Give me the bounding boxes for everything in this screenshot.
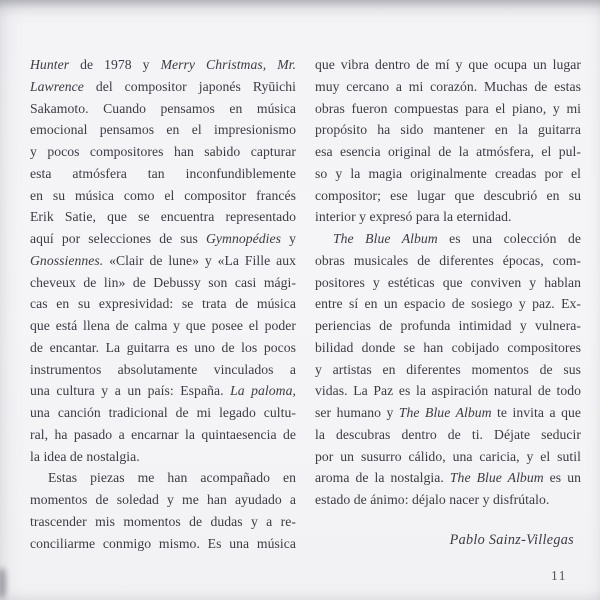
text-line bbox=[315, 402, 581, 424]
italic-text: The Blue Album bbox=[398, 405, 492, 420]
text-line bbox=[30, 402, 296, 424]
column-left bbox=[30, 54, 296, 554]
text-line bbox=[30, 337, 296, 359]
body-text: obras fueron compuestas para el piano, y mi bbox=[315, 100, 581, 116]
text-line bbox=[315, 424, 581, 446]
text-line bbox=[30, 511, 296, 533]
scan-shadow-top bbox=[0, 0, 600, 9]
italic-text: Merry Christmas, Mr. bbox=[160, 57, 296, 72]
body-text: en su música como el compositor francés bbox=[30, 187, 296, 203]
text-line bbox=[30, 76, 296, 98]
text-line bbox=[30, 380, 296, 402]
body-text: es una colección de bbox=[437, 231, 581, 246]
body-text: entre sí en un espacio de sosiego y paz. Ex- bbox=[315, 296, 581, 312]
body-text: muy cercano a mi corazón. Muchas de estas bbox=[315, 78, 581, 94]
body-text: aroma de la nostalgia. bbox=[315, 470, 450, 486]
body-text: es un bbox=[543, 470, 581, 486]
body-text: , bbox=[292, 383, 296, 399]
text-line bbox=[30, 98, 296, 120]
text-line bbox=[315, 446, 581, 468]
page-number: 11 bbox=[551, 568, 567, 583]
body-text: y artistas en diferentes momentos de sus bbox=[315, 361, 581, 377]
text-line bbox=[315, 228, 581, 250]
text-line bbox=[30, 424, 296, 446]
text-line bbox=[315, 489, 581, 511]
body-text: por un susurro cálido, una caricia, y el sutil bbox=[315, 448, 581, 464]
text-columns bbox=[30, 54, 581, 554]
body-text: que vibra dentro de mí y que ocupa un lugar bbox=[315, 57, 581, 72]
text-line bbox=[30, 446, 296, 468]
author-signature: Pablo Sainz-Villegas bbox=[449, 531, 574, 548]
text-line bbox=[30, 467, 296, 489]
body-text: de encantar. La guitarra es uno de los pocos bbox=[30, 339, 296, 355]
body-text: momentos de soledad y me han ayudado a bbox=[30, 492, 296, 507]
body-text: interior y expresó para la eternidad. bbox=[315, 209, 512, 225]
text-line bbox=[315, 272, 581, 294]
column-right bbox=[315, 54, 581, 554]
body-text: cheveux de lin» de Debussy son casi mági- bbox=[30, 274, 296, 290]
body-text: aquí por selecciones de sus bbox=[30, 231, 206, 246]
text-line bbox=[30, 141, 296, 163]
italic-text: Hunter bbox=[30, 57, 70, 72]
body-text: instrumentos absolutamente vinculados a bbox=[30, 361, 296, 377]
body-text: conciliarme conmigo mismo. Es una música bbox=[30, 535, 296, 551]
body-text: esta atmósfera tan inconfundiblemente bbox=[30, 165, 296, 181]
text-line bbox=[315, 54, 581, 76]
body-text: propósito ha sido mantener en la guitarra bbox=[315, 122, 581, 138]
text-line bbox=[30, 54, 296, 76]
body-text: y bbox=[281, 231, 296, 246]
scan-smudge-corner bbox=[0, 568, 6, 598]
body-text: esa esencia original de la atmósfera, el pul- bbox=[315, 144, 581, 159]
body-text: de 1978 y bbox=[69, 57, 161, 72]
italic-text: The Blue Album bbox=[333, 231, 438, 246]
text-line bbox=[30, 359, 296, 381]
italic-text: La paloma bbox=[230, 383, 293, 399]
body-text: la idea de nostalgia. bbox=[30, 448, 140, 464]
body-text: «Clair de lune» y «La Fille aux bbox=[103, 252, 296, 268]
text-line bbox=[30, 163, 296, 185]
text-line bbox=[30, 272, 296, 294]
text-line bbox=[30, 228, 296, 250]
text-line bbox=[315, 293, 581, 315]
body-text: estado de ánimo: déjalo nacer y disfrútalo. bbox=[315, 492, 550, 507]
text-line bbox=[315, 359, 581, 381]
italic-text: Gnossiennes. bbox=[30, 252, 104, 268]
text-line bbox=[30, 250, 296, 272]
text-line bbox=[30, 315, 296, 337]
body-text: te invita a que bbox=[491, 405, 581, 420]
body-text: Estas piezas me han acompañado en bbox=[48, 470, 296, 486]
text-line bbox=[315, 250, 581, 272]
body-text: una canción tradicional de mi legado cultu- bbox=[30, 405, 296, 420]
text-line bbox=[30, 533, 296, 555]
body-text: positores y estéticas que conviven y hablan bbox=[315, 274, 581, 290]
text-line bbox=[315, 163, 581, 185]
body-text: periencias de profunda intimidad y vulnera- bbox=[315, 318, 581, 333]
body-text: cas en su expresividad: se trata de música bbox=[30, 296, 296, 312]
text-line bbox=[315, 337, 581, 359]
body-text: ser humano y bbox=[315, 405, 399, 420]
text-line bbox=[315, 380, 581, 402]
body-text: la descubras dentro de ti. Déjate seducir bbox=[315, 426, 581, 442]
text-line bbox=[30, 489, 296, 511]
body-text: Erik Satie, que se encuentra representado bbox=[30, 209, 296, 225]
text-line bbox=[315, 119, 581, 141]
text-line bbox=[315, 98, 581, 120]
body-text: que está llena de calma y que posee el poder bbox=[30, 318, 296, 333]
text-line bbox=[315, 467, 581, 489]
body-text: trascender mis momentos de dudas y a re- bbox=[30, 513, 296, 529]
italic-text: Gymnopédies bbox=[205, 231, 282, 246]
body-text: obras musicales de diferentes épocas, com- bbox=[315, 252, 581, 268]
text-line bbox=[30, 293, 296, 315]
body-text: emocional pensamos en el impresionismo bbox=[30, 122, 296, 138]
text-line bbox=[315, 206, 581, 228]
body-text: Sakamoto. Cuando pensamos en música bbox=[30, 100, 296, 116]
text-line bbox=[315, 141, 581, 163]
text-line bbox=[30, 185, 296, 207]
text-line bbox=[30, 119, 296, 141]
body-text: so y la magia originalmente creadas por el bbox=[315, 165, 581, 181]
body-text: vidas. La Paz es la aspiración natural de todo bbox=[315, 383, 581, 399]
text-line bbox=[315, 315, 581, 337]
body-text: bilidad donde se han cobijado compositores bbox=[315, 339, 581, 355]
body-text: compositor; ese lugar que descubrió en su bbox=[315, 187, 581, 203]
body-text: una cultura y a un país: España. bbox=[30, 383, 231, 399]
text-line bbox=[30, 206, 296, 228]
text-line bbox=[315, 185, 581, 207]
italic-text: Lawrence bbox=[30, 78, 84, 94]
body-text: del compositor japonés Ryūichi bbox=[83, 78, 296, 94]
italic-text: The Blue Album bbox=[449, 470, 544, 486]
body-text: y pocos compositores han sabido capturar bbox=[30, 144, 296, 159]
text-line bbox=[315, 76, 581, 98]
body-text: ral, ha pasado a encarnar la quintaesencia de bbox=[30, 426, 296, 442]
